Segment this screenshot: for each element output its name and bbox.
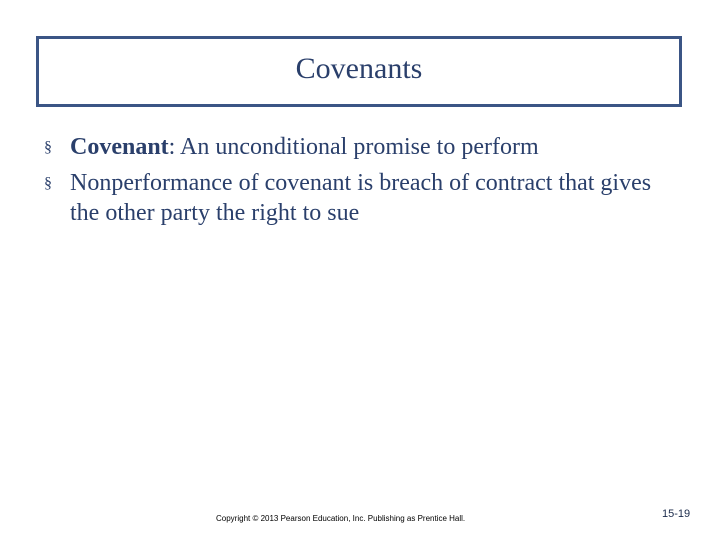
page-number: 15-19 bbox=[662, 508, 691, 520]
bullet-list bbox=[44, 132, 684, 234]
slide-title: Covenants bbox=[295, 51, 423, 85]
bullet-item-covenant-definition bbox=[44, 132, 684, 162]
bullet-item-nonperformance bbox=[44, 168, 684, 228]
bullet-term: Covenant bbox=[70, 134, 169, 160]
copyright-footer: Copyright © 2013 Pearson Education, Inc. Publishing as Prentice Hall. bbox=[216, 514, 466, 523]
bullet-text: Nonperformance of covenant is breach of contract that gives the other party the right to sue bbox=[70, 170, 652, 226]
bullet-text: : An unconditional promise to perform bbox=[168, 134, 539, 160]
bullet-marker-icon: § bbox=[44, 175, 52, 192]
bullet-marker-icon: § bbox=[44, 139, 52, 156]
title-box bbox=[36, 36, 682, 107]
